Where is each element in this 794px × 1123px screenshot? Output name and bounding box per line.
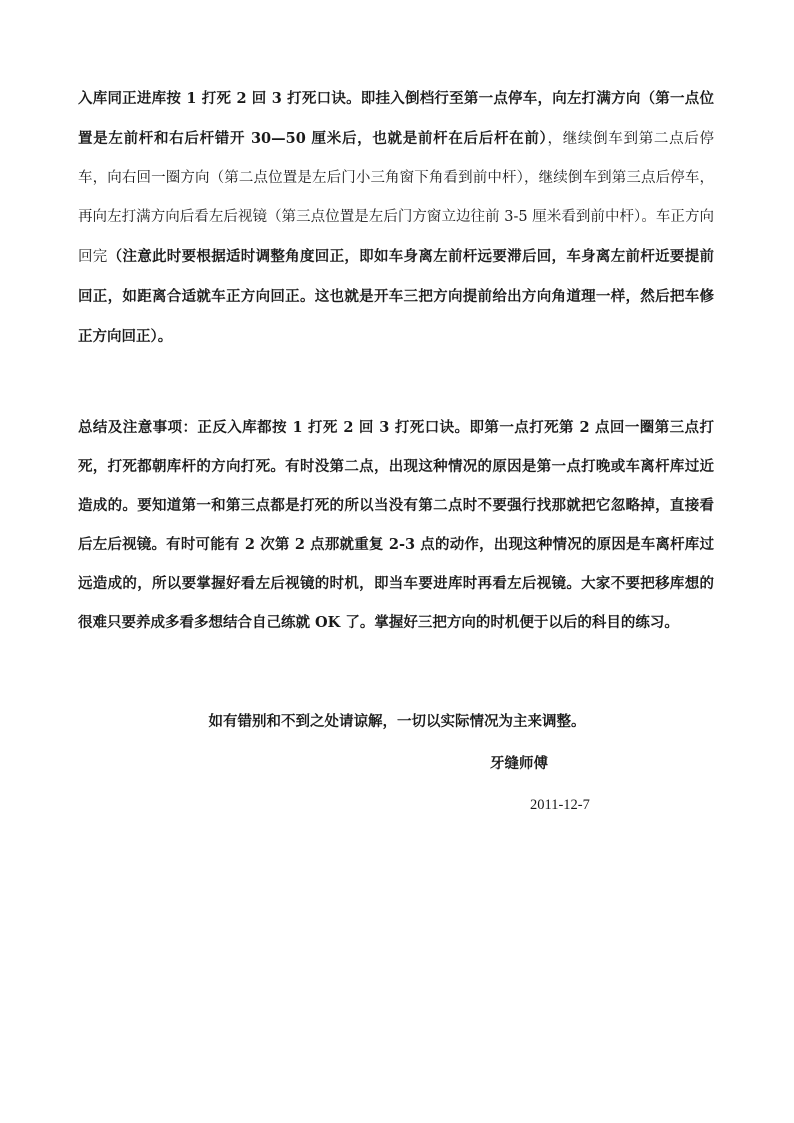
author-signature: 牙缝师傅 [490,755,548,772]
instructions-steps-two-three-text: ，继续倒车到第二点后停车，向右回一圈方向（第二点位置是左后门小三角窗下角看到前中杆），继续倒车到第三点后停车，再向左打满方向后看左后视镜（第三点位置是左后门方窗立边往前 3-5 厘米看到前中杆）。车正方向回完 [78,131,714,265]
document-date: 2011-12-7 [530,797,590,813]
instructions-note-text: （注意此时要根据适时调整角度回正，即如车身离左前杆远要滞后回，车身离左前杆近要提前回正，如距离合适就车正方向回正。这也就是开车三把方向提前给出方向角道理一样，然后把车修正方向回正）。 [78,248,715,345]
summary-notes-paragraph: 总结及注意事项：正反入库都按 1 打死 2 回 3 打死口诀。即第一点打死第 2 点回一圈第三点打死，打死都朝库杆的方向打死。有时没第二点，出现这种情况的原因是第一点打晚或车离杆库过近造成的。要知道第一和第三点都是打死的所以当没有第二点时不要强行找那就把它忽略掉，直接看后左后视镜。有时可能有 2 次第 2 点那就重复 2-3 点的动作，出现这种情况的原因是车离杆库过远造成的，所以要掌握好看左后视镜的时机，即当车要进库时再看左后视镜。大家不要把移库想的很难只要养成多看多想结合自己练就 OK 了。掌握好三把方向的时机便于以后的科目的练习。 [78,419,714,631]
apology-line: 如有错别和不到之处请谅解，一切以实际情况为主来调整。 [208,713,586,730]
instructions-step-one-text: 入库同正进库按 1 打死 2 回 3 打死口诀。即挂入倒档行至第一点停车，向左打满方向（第一点位置是左前杆和右后杆错开 30—50 厘米后，也就是前杆在后后杆在前） [78,90,714,147]
parking-instructions-paragraph [78,79,714,357]
